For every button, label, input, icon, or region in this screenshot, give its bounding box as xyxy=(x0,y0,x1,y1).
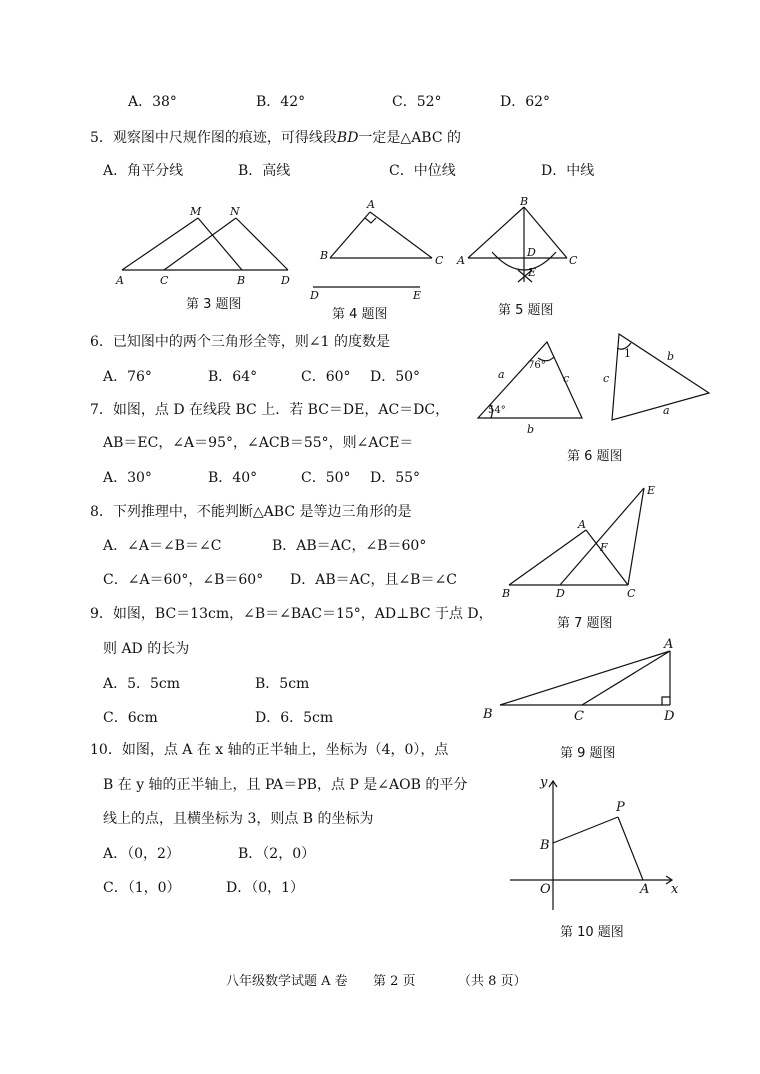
caption-fig4: 第 4 题图 xyxy=(332,307,388,322)
q5-option-c: C．中位线 xyxy=(389,163,456,179)
q10-line3: 线上的点，且横坐标为 3，则点 B 的坐标为 xyxy=(103,811,374,827)
fig4-label-c: C xyxy=(435,254,444,267)
fig5-label-e: E xyxy=(528,266,537,279)
fig5-label-b: B xyxy=(520,195,529,208)
fig9-label-a: A xyxy=(664,637,674,652)
q9-option-c: C．6cm xyxy=(103,710,158,726)
figure-3 xyxy=(115,205,290,287)
q8-option-c: C．∠A＝60°，∠B＝60° xyxy=(103,572,264,588)
fig9-label-c: C xyxy=(574,709,584,724)
fig6-side-c2: c xyxy=(603,372,610,385)
q4-option-b: B．42° xyxy=(256,94,306,110)
q8-stem: 8．下列推理中，不能判断△ABC 是等边三角形的是 xyxy=(90,504,412,520)
figure-7 xyxy=(501,484,655,600)
fig10-label-b: B xyxy=(540,838,550,853)
fig3-label-c: C xyxy=(160,274,169,287)
fig7-label-c: C xyxy=(627,587,636,600)
fig6-side-a2: a xyxy=(663,404,670,417)
fig7-label-d: D xyxy=(556,587,565,600)
q6-stem: 6．已知图中的两个三角形全等，则∠1 的度数是 xyxy=(90,334,390,350)
fig5-label-a: A xyxy=(457,254,465,267)
q10-option-d: D．（0，1） xyxy=(226,880,305,896)
q10-option-a: A．（0，2） xyxy=(103,846,180,862)
fig3-label-d: D xyxy=(281,274,290,287)
fig9-label-d: D xyxy=(664,709,675,724)
caption-fig7: 第 7 题图 xyxy=(557,616,613,631)
q6-option-b: B．64° xyxy=(208,369,258,385)
fig3-label-m: M xyxy=(190,205,202,218)
q9-line2: 则 AD 的长为 xyxy=(103,641,190,657)
fig4-label-a: A xyxy=(367,198,375,211)
fig6-side-c1: c xyxy=(563,372,570,385)
q4-option-c: C．52° xyxy=(392,94,442,110)
footer-subject: 八年级数学试题 A 卷 xyxy=(226,974,348,989)
figure-6 xyxy=(478,334,709,436)
q6-option-c: C．60° xyxy=(301,369,351,385)
fig3-label-b: B xyxy=(237,274,246,287)
q4-option-d: D．62° xyxy=(500,94,551,110)
footer-page: 第 2 页 xyxy=(373,974,416,989)
q10-line2: B 在 y 轴的正半轴上，且 PA＝PB，点 P 是∠AOB 的平分 xyxy=(103,777,468,793)
fig6-side-b2: b xyxy=(667,350,675,363)
q4-option-a: A．38° xyxy=(128,94,177,110)
fig7-label-e: E xyxy=(647,484,656,497)
figure-4 xyxy=(309,198,444,302)
fig7-label-a: A xyxy=(578,518,586,531)
fig9-label-b: B xyxy=(483,707,493,722)
fig3-label-n: N xyxy=(230,205,240,218)
q7-line1: 7．如图，点 D 在线段 BC 上．若 BC＝DE，AC＝DC， xyxy=(90,402,450,418)
caption-fig10: 第 10 题图 xyxy=(560,925,624,940)
caption-fig6: 第 6 题图 xyxy=(567,449,623,464)
figure-9 xyxy=(482,637,675,724)
fig4-label-b: B xyxy=(320,249,329,262)
fig5-label-d: D xyxy=(527,246,536,259)
fig3-label-a: A xyxy=(116,274,124,287)
q6-option-d: D．50° xyxy=(370,369,421,385)
fig6-angle-54: 54° xyxy=(488,405,506,416)
q5-option-b: B．高线 xyxy=(238,163,291,179)
q6-option-a: A．76° xyxy=(103,369,152,385)
q5-option-d: D．中线 xyxy=(541,163,595,179)
caption-fig3: 第 3 题图 xyxy=(186,297,242,312)
fig5-label-c: C xyxy=(569,254,578,267)
caption-fig5: 第 5 题图 xyxy=(498,303,554,318)
fig10-label-x: x xyxy=(671,882,679,897)
q10-option-b: B．（2，0） xyxy=(238,846,316,862)
figure-10 xyxy=(510,775,679,910)
q9-line1: 9．如图，BC＝13cm，∠B＝∠BAC＝15°，AD⊥BC 于点 D， xyxy=(90,606,493,622)
fig4-label-e: E xyxy=(413,289,422,302)
q8-option-b: B．AB＝AC，∠B＝60° xyxy=(272,538,427,554)
fig6-angle-76: 76° xyxy=(528,360,546,371)
q5-stem: 5．观察图中尺规作图的痕迹，可得线段BD一定是△ABC 的 xyxy=(90,130,462,146)
q9-option-b: B．5cm xyxy=(255,676,310,692)
fig6-side-a1: a xyxy=(498,368,505,381)
fig7-label-b: B xyxy=(502,587,511,600)
fig7-label-f: F xyxy=(600,541,608,554)
q7-option-a: A．30° xyxy=(103,470,152,486)
q7-option-d: D．55° xyxy=(370,470,421,486)
fig4-label-d: D xyxy=(310,289,319,302)
q9-option-a: A．5．5cm xyxy=(103,676,181,692)
q7-option-c: C．50° xyxy=(301,470,351,486)
q10-line1: 10．如图，点 A 在 x 轴的正半轴上，坐标为（4，0），点 xyxy=(90,742,449,758)
footer-total: （共 8 页） xyxy=(458,974,527,989)
fig10-label-y: y xyxy=(540,775,548,790)
q7-line2: AB＝EC，∠A＝95°，∠ACB＝55°，则∠ACE＝ xyxy=(103,435,414,451)
caption-fig9: 第 9 题图 xyxy=(560,746,616,761)
fig6-angle-1: 1 xyxy=(624,347,631,360)
fig6-side-b1: b xyxy=(527,423,535,436)
fig10-label-p: P xyxy=(616,800,625,815)
q8-option-d: D．AB＝AC，且∠B＝∠C xyxy=(290,572,457,588)
fig10-label-o: O xyxy=(540,882,551,897)
fig10-label-a: A xyxy=(640,882,650,897)
q9-option-d: D．6．5cm xyxy=(255,710,334,726)
q5-option-a: A．角平分线 xyxy=(103,163,184,179)
q8-option-a: A．∠A＝∠B＝∠C xyxy=(103,538,222,554)
q7-option-b: B．40° xyxy=(208,470,258,486)
q10-option-c: C．（1，0） xyxy=(103,880,181,896)
figure-5 xyxy=(456,195,578,282)
